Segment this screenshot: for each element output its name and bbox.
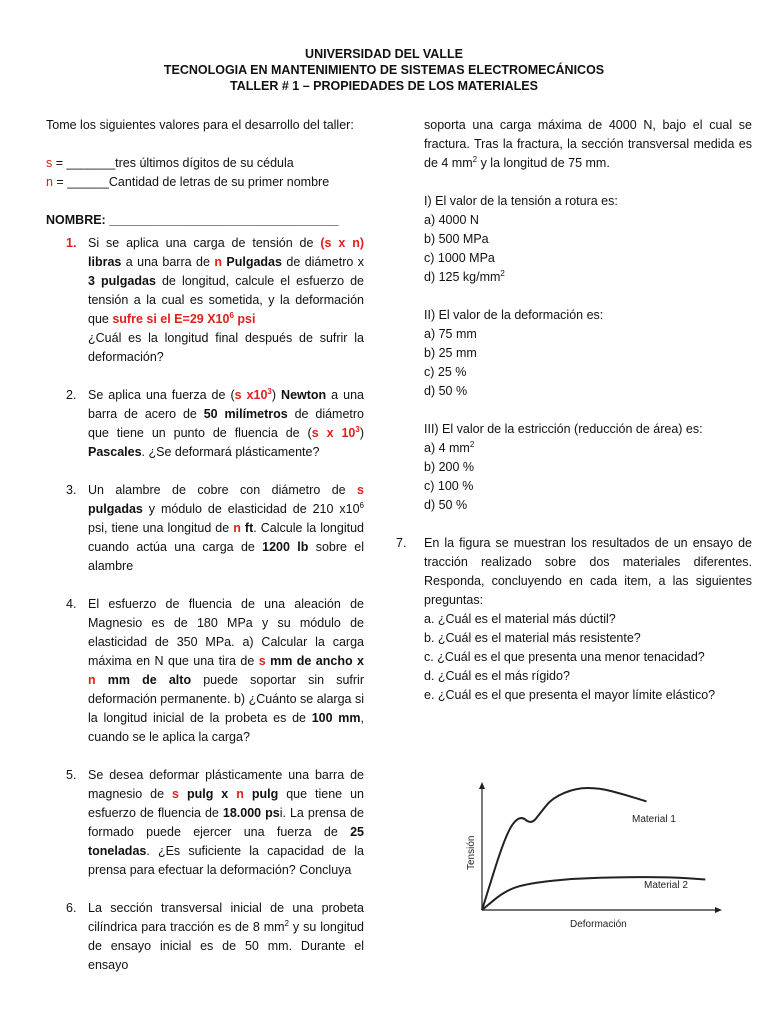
q3-text: y módulo de elasticidad de 210 x10: [142, 502, 360, 516]
option: c) 1000 MPa: [424, 251, 495, 265]
question-6: [66, 899, 364, 975]
q1-sup: 6: [229, 310, 234, 320]
q3-text: sobre el alambre: [88, 540, 365, 573]
question-number: 6.: [66, 901, 77, 915]
q3-text: pulgadas: [88, 502, 143, 516]
q4-text: mm de alto: [95, 673, 192, 687]
q5-text: pulg x: [179, 787, 237, 801]
q2-text: 50 milímetros: [203, 407, 288, 421]
s-definition: [46, 154, 364, 173]
question-text: [88, 595, 364, 747]
q1-text: libras: [88, 255, 122, 269]
question-number: 2.: [66, 388, 77, 402]
option: b) 500 MPa: [424, 232, 489, 246]
question-text: [88, 234, 364, 367]
q5-text: i. La prensa de formado puede ejercer una fuerza de: [88, 806, 364, 839]
tensile-test-chart: [460, 778, 730, 938]
q2-text: a una barra de acero de: [88, 388, 364, 421]
q1-var: n: [214, 255, 222, 269]
question-1: [66, 234, 364, 367]
y-axis-arrow: [479, 782, 485, 789]
q2-text: . ¿Se deformará plásticamente?: [141, 445, 320, 459]
legend-label-material-2: Material 2: [644, 880, 688, 891]
q6-sup: 2: [284, 918, 289, 928]
q6-text: y la longitud de 75 mm.: [477, 156, 610, 170]
q1-text: Pulgadas: [221, 255, 282, 269]
q1-text: de longitud, calcule el esfuerzo de tensión a la cual es sometida, y la deformación que: [88, 274, 364, 326]
option: d) 50 %: [424, 384, 468, 398]
q2-text: Se aplica una fuerza de (: [88, 388, 235, 402]
question-4: [66, 595, 364, 747]
question-text: [424, 534, 752, 705]
q7-item: c. ¿Cuál es el que presenta una menor tenacidad?: [424, 650, 705, 664]
x-axis-arrow: [715, 907, 722, 913]
q1-text: de diámetro x: [281, 255, 364, 269]
q2-text: ): [271, 388, 282, 402]
program-title: TECNOLOGIA EN MANTENIMIENTO DE SISTEMAS ELECTROMECÁNICOS: [163, 63, 605, 77]
q3-sup: 6: [359, 500, 364, 510]
q1-question: ¿Cuál es la longitud final después de sufrir la deformación?: [88, 331, 364, 364]
n-definition: [46, 173, 364, 192]
question-text: [88, 766, 364, 880]
q6-sup: 2: [472, 154, 478, 164]
q7-item: a. ¿Cuál es el material más dúctil?: [424, 612, 616, 626]
intro-text: Tome los siguientes valores para el desarrollo del taller:: [46, 118, 354, 132]
q3-text: 1200 lb: [262, 540, 309, 554]
q2-sup: 3: [267, 386, 272, 396]
s-variable: s: [46, 156, 53, 170]
q3-text: psi, tiene una longitud de: [88, 521, 234, 535]
q2-text: Pascales: [88, 445, 142, 459]
option: a) 75 mm: [424, 327, 477, 341]
q5-text: pulg: [243, 787, 279, 801]
option-sup: 2: [500, 268, 505, 278]
option: b) 25 mm: [424, 346, 477, 360]
option: b) 200 %: [424, 460, 475, 474]
q7-item: b. ¿Cuál es el material más resistente?: [424, 631, 641, 645]
question-number: 5.: [66, 768, 77, 782]
question-7: [396, 534, 752, 705]
q5-text: Se desea deformar plásticamente una barra de magnesio de: [88, 768, 364, 801]
q4-text: , cuando se le aplica la carga?: [88, 711, 364, 744]
q7-item: d. ¿Cuál es el más rígido?: [424, 669, 570, 683]
q1-modulus: sufre si el E=29 X10: [112, 312, 230, 326]
option: c) 100 %: [424, 479, 474, 493]
option-sup: 2: [469, 439, 475, 449]
q4-text: puede soportar sin sufrir deformación permanente. b) ¿Cuánto se alarga si la longitud inicial de la probeta es de: [88, 673, 364, 725]
q6-part-i-title: I) El valor de la tensión a rotura es:: [424, 194, 618, 208]
option-text: d) 125 kg/mm: [424, 270, 501, 284]
q1-text: Si se aplica una carga de tensión de: [88, 236, 321, 250]
q3-var: s: [357, 483, 364, 497]
question-number: 1.: [66, 236, 77, 250]
q2-text: Newton: [281, 388, 327, 402]
option: c) 25 %: [424, 365, 467, 379]
question-number: 4.: [66, 597, 77, 611]
q4-text: El esfuerzo de fluencia de una aleación de Magnesio es de 180 MPa y su módulo de elasticidad de 350 MPa. a) Calcular la carga máxima en N que una tira de: [88, 597, 364, 668]
n-variable: n: [46, 175, 53, 189]
q5-text: . ¿Es suficiente la capacidad de la prensa para efectuar la deformación? Concluya: [88, 844, 364, 877]
q4-var: s: [258, 654, 266, 668]
s-description: = _______tres últimos dígitos de su cédula: [52, 156, 294, 170]
q6-text: y su longitud de ensayo inicial es de 50 mm. Durante el ensayo: [88, 920, 364, 972]
question-3: [66, 481, 364, 576]
q6-text: La sección transversal inicial de una probeta cilíndrica para tracción es de 8 mm: [88, 901, 364, 934]
x-axis-label: Deformación: [570, 919, 627, 930]
q5-var: n: [236, 787, 244, 801]
q5-text: 25 toneladas: [88, 825, 364, 858]
q1-text: a una barra de: [121, 255, 215, 269]
option-text: a) 4 mm: [424, 441, 470, 455]
q2-text: ): [359, 426, 364, 440]
q6-part-iii-title: III) El valor de la estricción (reducción de área) es:: [424, 422, 703, 436]
option: [424, 439, 752, 458]
q6-text: soporta una carga máxima de 4000 N, bajo el cual se fractura. Tras la fractura, la sección transversal medida es de 4 mm: [424, 118, 752, 170]
question-5: [66, 766, 364, 880]
option: d) 50 %: [424, 498, 468, 512]
worksheet-title: TALLER # 1 – PROPIEDADES DE LOS MATERIALES: [230, 79, 538, 93]
question-text: [88, 481, 364, 576]
q5-var: s: [172, 787, 179, 801]
q3-text: . Calcule la longitud cuando actúa una carga de: [88, 521, 364, 554]
q4-text: 100 mm: [311, 711, 361, 725]
q1-text: 3 pulgadas: [88, 274, 156, 288]
q7-text: En la figura se muestran los resultados de un ensayo de tracción realizado sobre dos materiales diferentes. Responda, concluyendo en cada item, a las siguientes preguntas:: [424, 536, 752, 607]
name-field-label: NOMBRE: _________________________________: [46, 213, 339, 227]
q4-var: n: [88, 673, 96, 687]
university-title: UNIVERSIDAD DEL VALLE: [305, 47, 463, 61]
q5-text: 18.000 ps: [222, 806, 280, 820]
q7-item: e. ¿Cuál es el que presenta el mayor límite elástico?: [424, 688, 716, 702]
q2-var: s x10: [234, 388, 268, 402]
q3-text: ft: [240, 521, 254, 535]
q1-var: (s x n): [320, 236, 365, 250]
q2-sup: 3: [355, 424, 360, 434]
right-column: [396, 116, 752, 705]
q4-text: mm de ancho x: [265, 654, 364, 668]
question-number: 3.: [66, 483, 77, 497]
option: [424, 268, 752, 287]
option: a) 4000 N: [424, 213, 479, 227]
question-text: [88, 899, 364, 975]
q6-continued: [424, 116, 752, 173]
document-header: [0, 46, 768, 94]
question-2: [66, 386, 364, 462]
q1-unit: psi: [233, 312, 256, 326]
n-description: = ______Cantidad de letras de su primer nombre: [52, 175, 330, 189]
question-number: 7.: [396, 536, 407, 550]
left-column: [46, 116, 364, 994]
legend-label-material-1: Material 1: [632, 814, 676, 825]
q3-var: n: [233, 521, 241, 535]
q5-text: que tiene un esfuerzo de fluencia de: [88, 787, 364, 820]
q2-text: de diámetro que tiene un punto de fluencia de (: [88, 407, 365, 440]
q6-part-ii-title: II) El valor de la deformación es:: [424, 308, 604, 322]
y-axis-label: Tensión: [466, 835, 477, 870]
question-text: [88, 386, 364, 462]
q3-text: Un alambre de cobre con diámetro de: [88, 483, 358, 497]
q2-var: s x 10: [311, 426, 356, 440]
